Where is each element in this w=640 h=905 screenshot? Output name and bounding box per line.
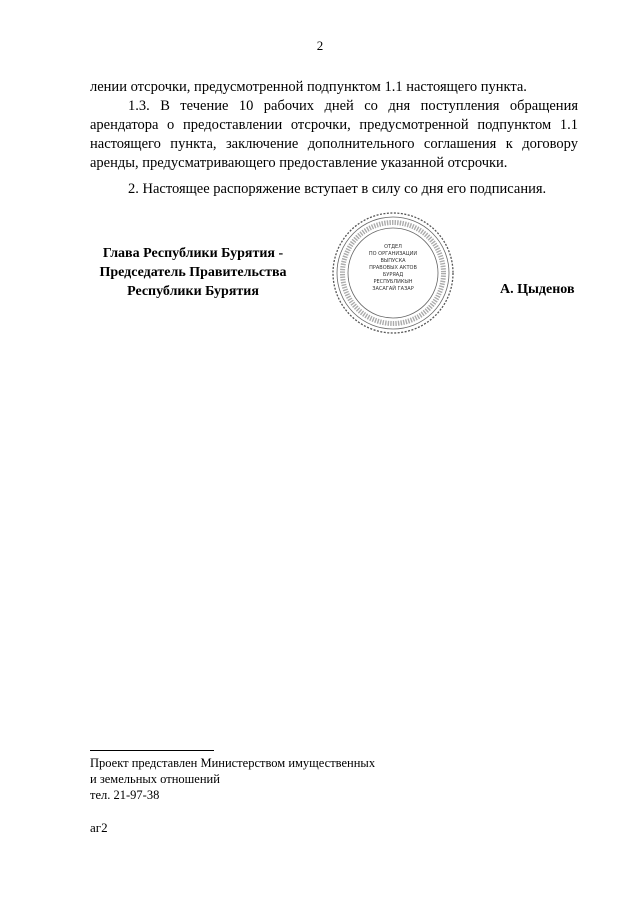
seal-line: ЗАСАГАЙ ГАЗАР [372,286,414,292]
document-code: аг2 [90,820,108,835]
seal-line: РЕСПУБЛИКЫН [373,279,413,285]
paragraph-item-2: 2. Настоящее распоряжение вступает в силу со дня его подписания. [128,181,547,197]
paragraph-item-1-3: 1.3. В течение 10 рабочих дней со дня поступления обращения арендатора о предоставлении отсрочки, предусмотренной подпунктом 1.1 настоящего пункта, заключение дополнительного соглашения к договору аренды, предусматривающего предоставление указанной отсрочки. [90,98,578,171]
footnote-line: и земельных отношений [90,772,220,786]
seal-line: БУРЯАД [382,272,404,278]
seal-line: ПРАВОВЫХ АКТОВ [369,265,417,271]
signatory-name: А. Цыденов [500,282,575,297]
official-seal [330,210,456,336]
footnote-divider [90,750,214,751]
signatory-title-line: Республики Бурятия [127,284,259,299]
paragraph-continuation: лении отсрочки, предусмотренной подпунктом 1.1 настоящего пункта. [90,79,527,95]
signatory-title-line: Председатель Правительства [99,265,287,280]
seal-line: ОТДЕЛ [384,244,402,250]
footnote-line: Проект представлен Министерством имущественных [90,756,376,770]
footnote [90,755,375,803]
page-number: 2 [316,38,324,53]
seal-line: ВЫПУСКА [380,258,406,264]
signatory-title-line: Глава Республики Бурятия - [102,246,284,261]
footnote-line: тел. 21-97-38 [90,788,160,802]
signatory-title [72,244,314,301]
seal-line: ПО ОРГАНИЗАЦИИ [368,251,418,257]
